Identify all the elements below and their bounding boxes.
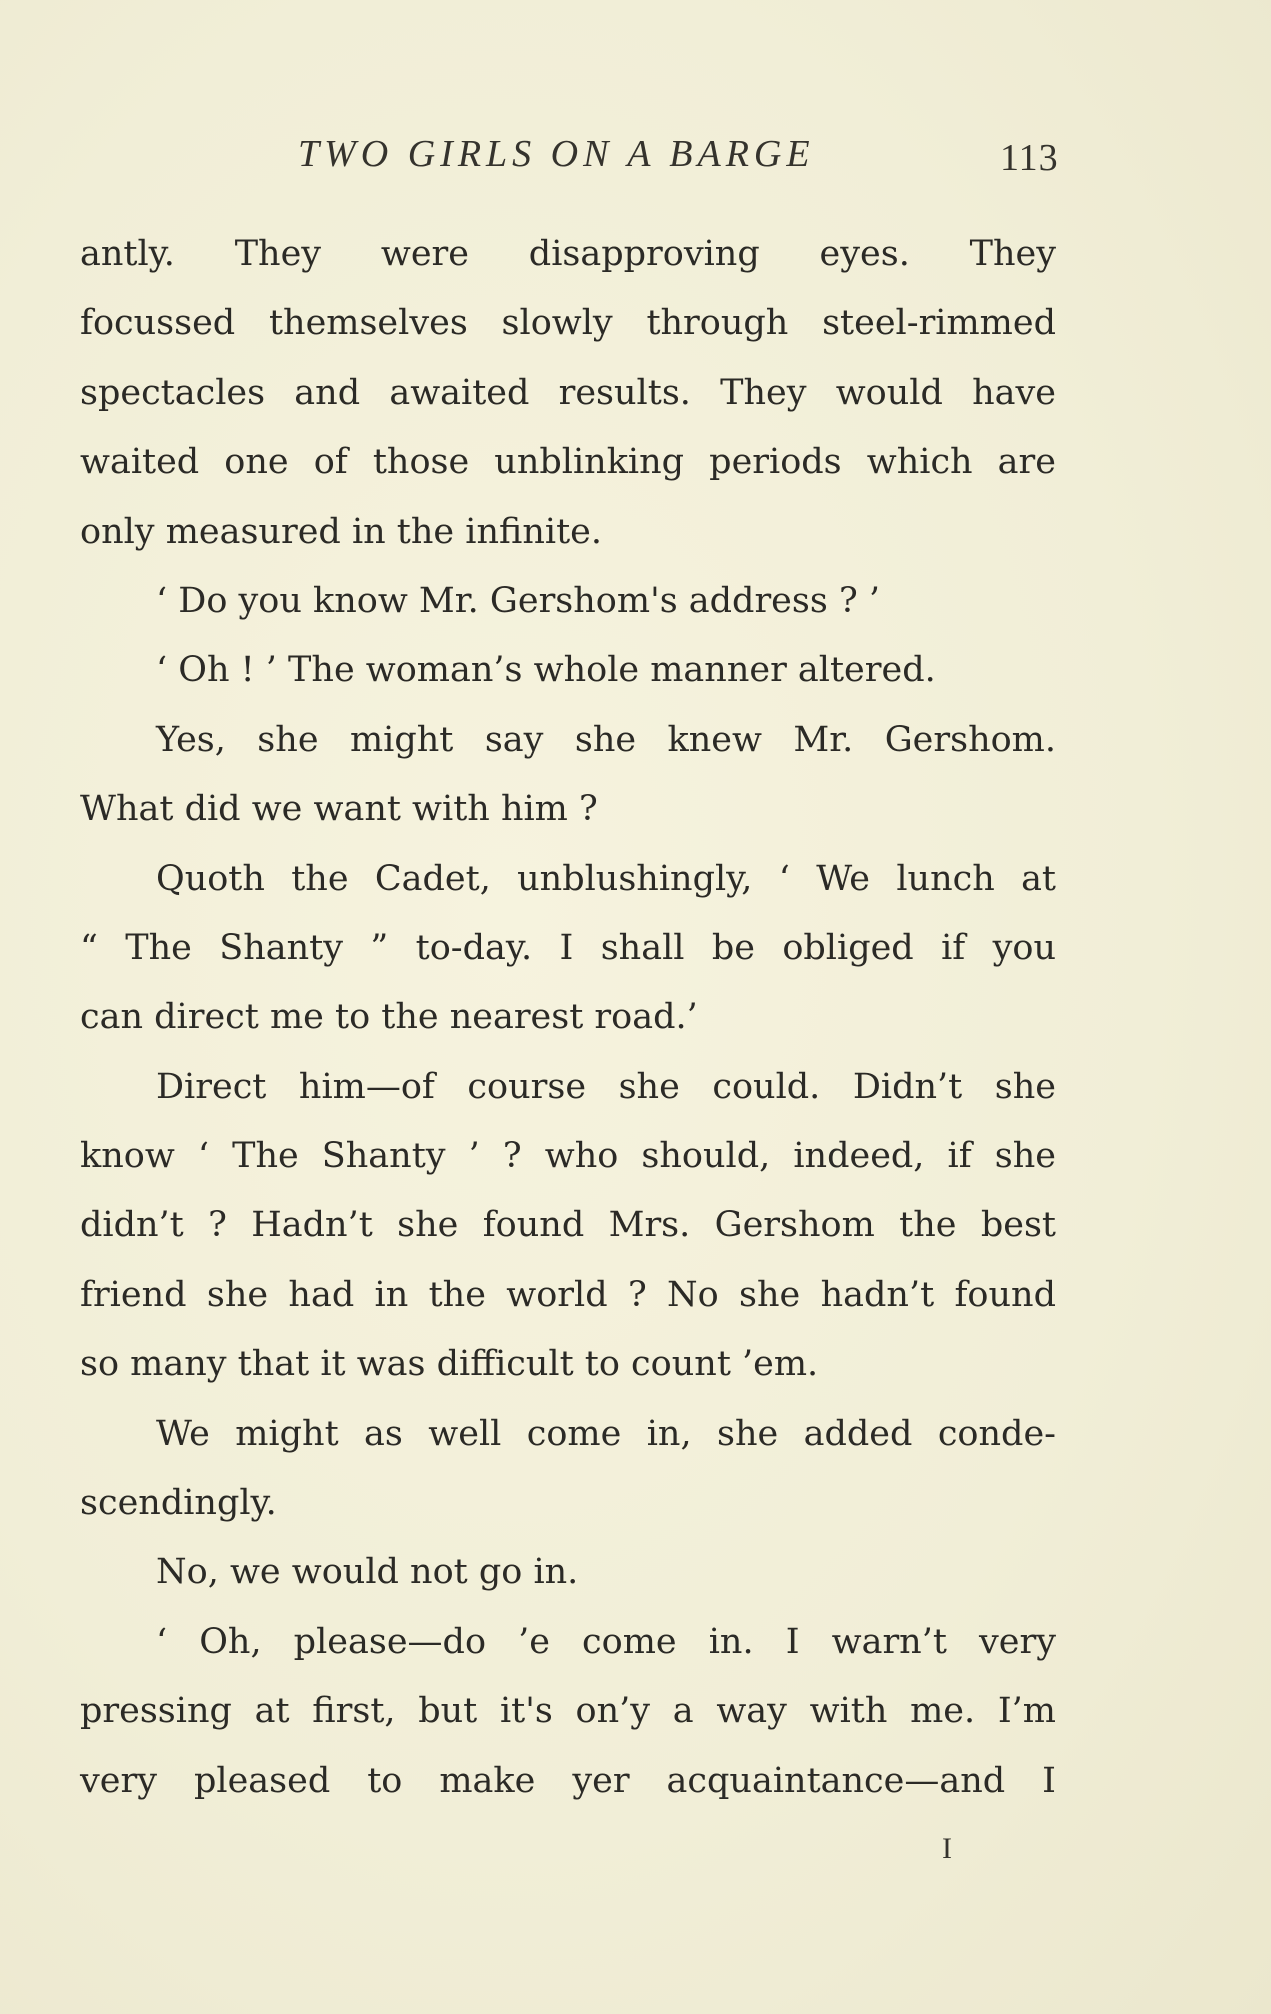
running-title: TWO GIRLS ON A BARGE <box>298 133 815 175</box>
text-line: ‘ Oh ! ’ The woman’s whole manner altered. <box>156 650 936 691</box>
text-line: ‘ Do you know Mr. Gershom's address ? ’ <box>156 580 880 621</box>
text-line: We might as well come in, she added conde- <box>156 1413 1056 1454</box>
body-text <box>80 220 1056 1816</box>
text-line: What did we want with him ? <box>80 789 598 830</box>
text-line: friend she had in the world ? No she hadn’t found <box>80 1274 1056 1315</box>
text-line: so many that it was difficult to count ’em. <box>80 1344 819 1385</box>
text-line: know ‘ The Shanty ’ ? who should, indeed, if she <box>80 1136 1056 1177</box>
text-line: “ The Shanty ” to-day. I shall be obliged if you <box>80 927 1056 968</box>
signature-mark: I <box>942 1832 952 1865</box>
text-line: waited one of those unblinking periods which are <box>80 442 1056 483</box>
text-line: very pleased to make yer acquaintance—and I <box>80 1760 1056 1801</box>
text-line: only measured in the infinite. <box>80 511 602 552</box>
text-line: didn’t ? Hadn’t she found Mrs. Gershom the best <box>80 1205 1056 1246</box>
text-line: ‘ Oh, please—do ’e come in. I warn’t very <box>156 1621 1056 1662</box>
text-line: scendingly. <box>80 1483 277 1524</box>
text-line: antly. They were disapproving eyes. They <box>80 234 1056 274</box>
text-line: No, we would not go in. <box>156 1552 579 1593</box>
text-line: spectacles and awaited results. They would have <box>80 372 1056 413</box>
text-line: focussed themselves slowly through steel-rimmed <box>80 303 1056 344</box>
text-line: can direct me to the nearest road.’ <box>80 997 698 1038</box>
text-line: Yes, she might say she knew Mr. Gershom. <box>156 719 1056 760</box>
page-number: 113 <box>1000 137 1059 179</box>
running-head <box>0 132 1271 182</box>
text-line: Direct him—of course she could. Didn’t she <box>156 1066 1056 1107</box>
text-line: pressing at first, but it's on’y a way with me. I’m <box>80 1691 1056 1732</box>
text-line: Quoth the Cadet, unblushingly, ‘ We lunch at <box>156 858 1056 899</box>
